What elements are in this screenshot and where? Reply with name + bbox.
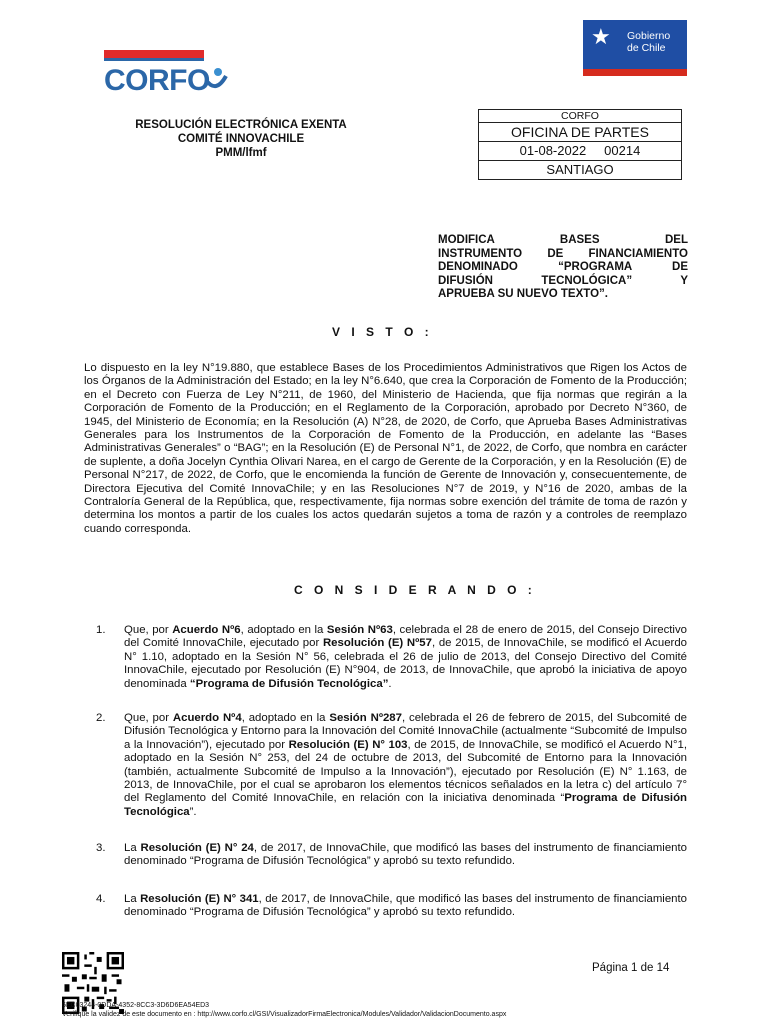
item-text: Que, por Acuerdo Nº6, adoptado en la Sesión Nº63, celebrada el 28 de enero de 2015, del Consejo Directivo del Comité InnovaChile, ejecutado por Resolución (E) Nº57, de 2015, de InnovaChile, se modificó el Acuerdo N° 1.10, adoptado en la Sesión N° 56, celebrada el 26 de julio de 2013, del Consejo Directivo del Comité InnovaChile, ejecutado por Resolución (E) N°904, de 2013, de InnovaChile, que aprobó la iniciativa de apoyo denominada “Programa de Difusión Tecnológica”. — [124, 624, 687, 690]
stamp-date-row — [479, 142, 681, 161]
title-line: DENOMINADO “PROGRAMA DE — [438, 261, 688, 273]
item-text: La Resolución (E) N° 341, de 2017, de InnovaChile, que modificó las bases del instrumento de financiamiento denominado “Programa de Difusión Tecnológica” y aprobó su texto refundido. — [124, 893, 688, 919]
considerando-heading: C O N S I D E R A N D O : — [294, 583, 536, 597]
corfo-logo-blue-bar — [104, 58, 204, 61]
stamp-office: OFICINA DE PARTES — [479, 123, 681, 142]
item-number: 4. — [96, 893, 106, 905]
considerando-item — [84, 712, 687, 819]
corfo-logo-red-bar — [104, 50, 204, 58]
initials: PMM/lfmf — [215, 147, 267, 159]
stamp-number: 00214 — [604, 143, 641, 158]
committee-name: COMITÉ INNOVACHILE — [177, 133, 305, 145]
oficina-partes-stamp — [478, 109, 682, 180]
title-line: APRUEBA SU NUEVO TEXTO”. — [438, 288, 608, 300]
title-line: MODIFICA BASES DEL — [438, 234, 688, 246]
item-text: La Resolución (E) N° 24, de 2017, de InnovaChile, que modificó las bases del instrumento de financiamiento denominado “Programa de Difusión Tecnológica” y aprobó su texto refundido. — [124, 842, 687, 868]
document-code: 6EC03244-0DDA-4352-8CC3-3D6D6EA54ED3 — [62, 1002, 210, 1009]
resolution-title — [438, 234, 688, 302]
gobierno-de-chile-logo — [583, 20, 687, 76]
considerando-item — [84, 893, 687, 920]
title-line: DIFUSIÓN TECNOLÓGICA” Y — [438, 274, 688, 287]
corfo-logo — [100, 46, 230, 96]
resolution-header — [96, 118, 386, 160]
stamp-city: SANTIAGO — [546, 162, 614, 177]
visto-body: Lo dispuesto en la ley N°19.880, que establece Bases de los Procedimientos Administrativos que Rigen los Actos de los Órganos de la Administración del Estado; en la ley N°6.640, que crea la Corporación de Fomento de la Producción; en el Decreto con Fuerza de Ley N°211, de 1960, del Ministerio de Hacienda, que fija normas que regirán a la Corporación de Fomento de la Producción; en el Reglamento de la Corporación, aprobado por Decreto N°360, de 1945, del Ministerio de Economía; en la Resolución (A) N°28, de 2020, de Corfo, que Aprueba Bases Administrativas Generales para los Instrumentos de la Corporación de Fomento de la Producción, en adelante las “Bases Administrativas Generales” o “BAG”; en la Resolución (E) de Personal N°1, de 2022, de Corfo, que nombra en carácter de suplente, a doña Jocelyn Cynthia Olivari Narea, en el cargo de Gerente de la Corporación, y en la Resolución (E) de Personal N°217, de 2022, de Corfo, que le encomienda la función de Gerente de Innovación y, consecuentemente, de Directora Ejecutiva del Comité InnovaChile; y en las Resoluciones N°7 de 2019, y N°16 de 2020, ambas de la Contraloría General de la República, que, respectivamente, fija normas sobre exención del trámite de toma de razón y determina los montos a partir de los cuales los actos quedarán sujetos a toma de razón y a controles de reemplazo cuando corresponda. — [84, 362, 687, 535]
considerando-item — [84, 842, 687, 869]
considerando-item — [84, 624, 687, 691]
resolution-type: RESOLUCIÓN ELECTRÓNICA EXENTA — [135, 119, 347, 131]
item-number: 2. — [96, 712, 106, 724]
page-number: Página 1 de 14 — [592, 962, 670, 974]
item-number: 3. — [96, 842, 106, 854]
corfo-logo-text: CORFO — [104, 64, 210, 97]
gobierno-logo-text: Gobierno de Chile — [627, 30, 671, 54]
stamp-date: 01-08-2022 — [519, 143, 587, 158]
gobierno-logo-red-band — [583, 69, 687, 76]
star-icon: ★ — [591, 24, 611, 49]
stamp-org: CORFO — [479, 110, 681, 123]
title-line: INSTRUMENTO DE FINANCIAMIENTO — [438, 247, 688, 260]
corfo-swoosh-icon — [204, 66, 228, 92]
verification-text: Verifique la validez de este documento en : http://www.corfo.cl/GSI/VisualizadorFirmaElectronica/Modules/Validador/ValidacionDocumento.aspx — [62, 1011, 507, 1018]
item-number: 1. — [96, 624, 106, 636]
visto-heading: V I S T O : — [332, 325, 433, 339]
item-text: Que, por Acuerdo Nº4, adoptado en la Sesión Nº287, celebrada el 26 de febrero de 2015, del Subcomité de Difusión Tecnológica y Entorno para la Innovación del Comité InnovaChile (actualmente “Subcomité de Impulso a la Innovación”), ejecutado por Resolución (E) N° 103, de 2015, de InnovaChile, se modificó el Acuerdo N°1, adoptado en la Sesión N° 253, del 24 de octubre de 2013, del Subcomité de Entorno para la Innovación (también, actualmente Subcomité de Impulso a la Innovación”), ejecutado por Resolución (E) N° 1.163, de 2013, de InnovaChile, por el cual se aprobaron los elementos técnicos señalados en la letra c) del artículo 7° del Reglamento del Comité InnovaChile, en relación con la iniciativa denominada “Programa de Difusión Tecnológica”. — [124, 712, 687, 818]
